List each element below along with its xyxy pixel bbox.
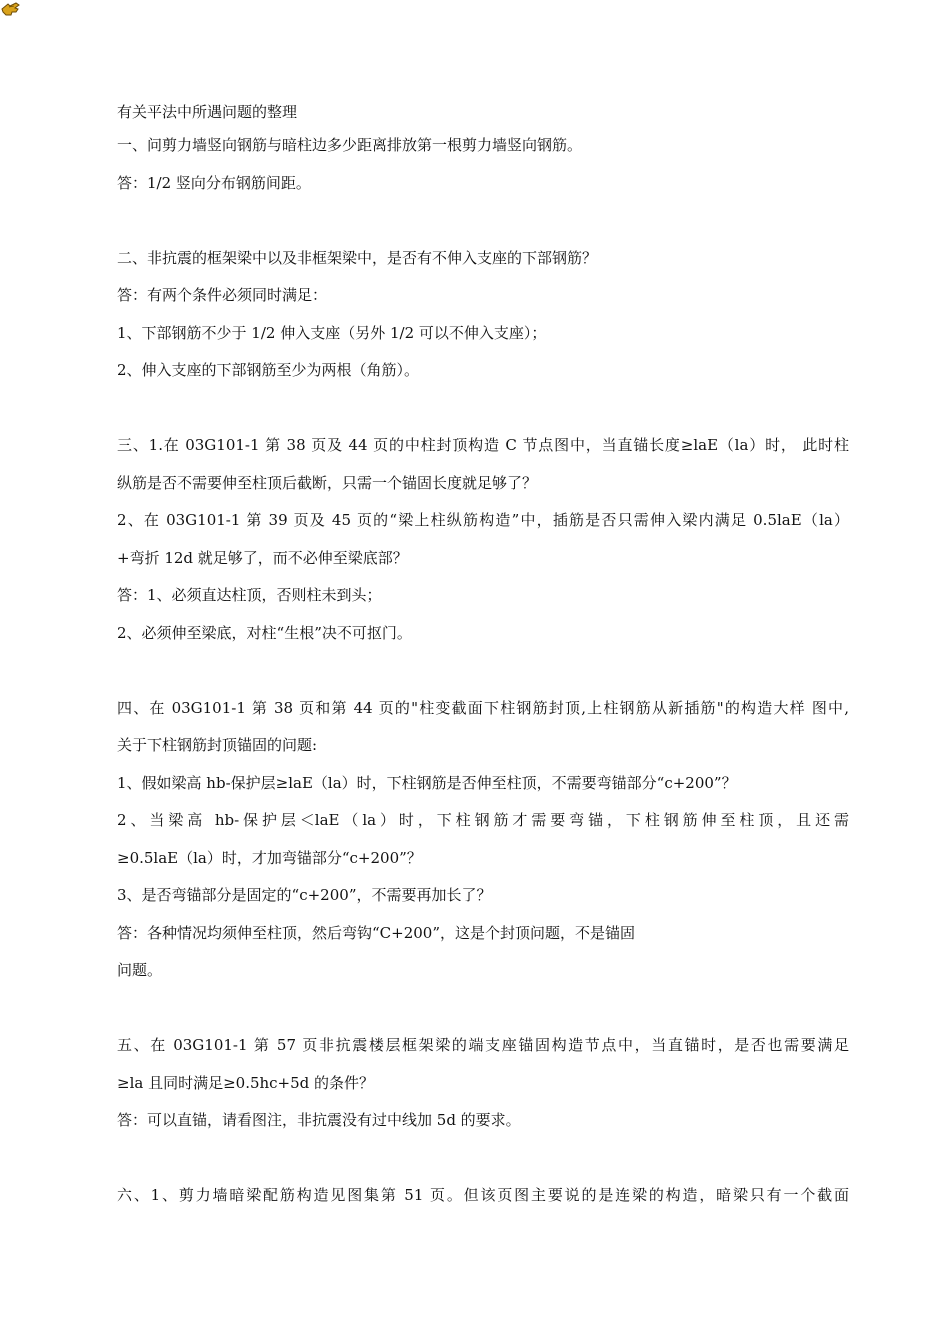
paragraph-gap <box>117 1140 849 1178</box>
question-3-line-1: 三、1.在 03G101-1 第 38 页及 44 页的中柱封顶构造 C 节点图中，当直锚长度≥laE（la）时， 此时柱 <box>117 436 849 454</box>
paragraph-gap <box>117 202 849 240</box>
hand-pointer-icon <box>0 0 22 18</box>
question-4-line-1: 四、在 03G101-1 第 38 页和第 44 页的"柱变截面下柱钢筋封顶,上柱钢筋从新插筋"的构造大样 图中, <box>117 698 849 717</box>
question-2: 二、非抗震的框架梁中以及非框架梁中，是否有不伸入支座的下部钢筋？ <box>117 248 598 267</box>
question-4-item-2-line-2: ≥0.5laE（la）时，才加弯锚部分“c+200”？ <box>117 848 422 867</box>
document-title: 有关平法中所遇问题的整理 <box>117 103 298 121</box>
question-5-line-1: 五、在 03G101-1 第 57 页非抗震楼层框架梁的端支座锚固构造节点中，当直锚时，是否也需要满足 <box>117 1036 849 1054</box>
question-3-line-4: +弯折 12d 就足够了，而不必伸至梁底部？ <box>117 548 408 567</box>
question-4-item-2-line-1: 2、当梁高 hb-保护层＜laE（la）时，下柱钢筋才需要弯锚，下柱钢筋伸至柱顶，且还需 <box>117 811 849 829</box>
question-3-line-3: 2、在 03G101-1 第 39 页及 45 页的“梁上柱纵筋构造”中，插筋是否只需伸入梁内满足 0.5laE（la） <box>117 511 849 529</box>
paragraph-gap <box>117 990 849 1028</box>
question-5-line-2: ≥la 且同时满足≥0.5hc+5d 的条件？ <box>117 1073 375 1092</box>
question-4-line-2: 关于下柱钢筋封顶锚固的问题: <box>117 736 318 754</box>
question-4-item-1: 1、假如梁高 hb-保护层≥laE（la）时，下柱钢筋是否伸至柱顶，不需要弯锚部分“c+200”？ <box>117 773 737 792</box>
answer-4-line-1: 答：各种情况均须伸至柱顶，然后弯钩“C+200”，这是个封顶问题，不是锚固 <box>117 923 636 942</box>
paragraph-gap <box>117 652 849 690</box>
answer-1: 答：1/2 竖向分布钢筋间距。 <box>117 173 311 192</box>
paragraph-gap <box>117 390 849 428</box>
answer-3-item-2: 2、必须伸至梁底，对柱“生根”决不可抠门。 <box>117 623 412 642</box>
answer-5: 答：可以直锚，请看图注，非抗震没有过中线加 5d 的要求。 <box>117 1111 521 1129</box>
question-6-line-1: 六、1、剪力墙暗梁配筋构造见图集第 51 页。但该页图主要说的是连梁的构造，暗梁只有一个截面 <box>117 1186 849 1204</box>
answer-2-item-1: 1、下部钢筋不少于 1/2 伸入支座（另外 1/2 可以不伸入支座）； <box>117 323 547 342</box>
question-4-item-3: 3、是否弯锚部分是固定的“c+200”，不需要再加长了？ <box>117 886 492 904</box>
answer-2: 答：有两个条件必须同时满足： <box>117 286 328 304</box>
answer-4-line-2: 问题。 <box>117 961 163 979</box>
document-body <box>117 97 849 1215</box>
question-1: 一、问剪力墙竖向钢筋与暗柱边多少距离排放第一根剪力墙竖向钢筋。 <box>117 136 583 154</box>
question-3-line-2: 纵筋是否不需要伸至柱顶后截断，只需一个锚固长度就足够了？ <box>117 473 538 492</box>
answer-2-item-2: 2、伸入支座的下部钢筋至少为两根（角筋）。 <box>117 361 420 379</box>
answer-3-item-1: 答：1、必须直达柱顶，否则柱未到头； <box>117 586 382 604</box>
